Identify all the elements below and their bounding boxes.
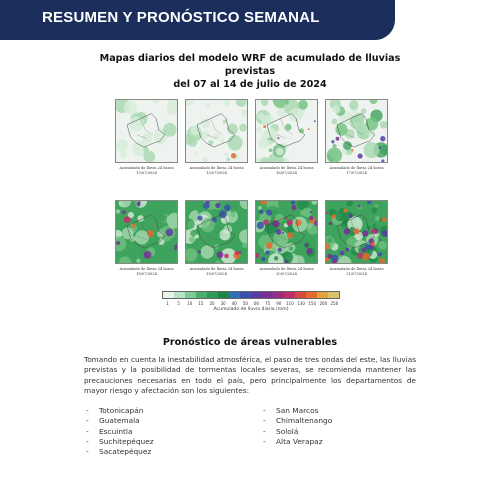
colorbar-tick-label: 10 (187, 301, 193, 306)
colorbar-label: Acumulado de lluvia diaria (mm) (213, 307, 289, 312)
department-item: - Escuintla (86, 427, 154, 437)
department-item: - Sacatepéquez (86, 447, 154, 457)
colorbar-tick-label: 90 (276, 301, 282, 306)
map-caption (115, 267, 178, 276)
map-caption (325, 166, 388, 175)
colorbar-segment (207, 292, 218, 298)
map-caption (255, 166, 318, 175)
department-item: - Suchitepéquez (86, 437, 154, 447)
rain-map-image (115, 99, 178, 163)
colorbar-tick-label: 75 (265, 301, 271, 306)
department-item: - Guatemala (86, 416, 154, 426)
colorbar-segment (317, 292, 328, 298)
map-caption-title: Acumulado de lluvia 24 horas (189, 166, 244, 170)
map-caption-title: Acumulado de lluvia 24 horas (259, 267, 314, 271)
colorbar-tick-label: 50 (242, 301, 248, 306)
rain-map-image (325, 99, 388, 163)
rain-map-6 (185, 195, 248, 276)
map-caption (115, 166, 178, 175)
colorbar-segment (174, 292, 185, 298)
vulnerable-areas-title: Pronóstico de áreas vulnerables (162, 337, 338, 348)
rain-map-4 (325, 94, 388, 175)
figure-title-line-2: del 07 al 14 de julio de 2024 (173, 79, 327, 90)
map-caption-date: 13/07/2024 (136, 170, 157, 175)
rain-map-image (255, 99, 318, 163)
map-caption-date: 18/07/2024 (136, 271, 157, 276)
colorbar-segment (328, 292, 339, 298)
colorbar-tick-label: 20 (209, 301, 215, 306)
colorbar-tick-label: 15 (198, 301, 204, 306)
rain-map-1 (115, 94, 178, 175)
departments-list-right (263, 406, 332, 447)
rain-map-2 (185, 94, 248, 175)
map-caption (185, 267, 248, 276)
rain-map-image (325, 200, 388, 264)
colorbar-tick-label: 1 (166, 301, 169, 306)
rain-map-8 (325, 195, 388, 276)
map-caption-title: Acumulado de lluvia 24 horas (189, 267, 244, 271)
rain-colorbar (162, 291, 340, 299)
rain-map-5 (115, 195, 178, 276)
departments-list-left (86, 406, 154, 457)
colorbar-segment (229, 292, 240, 298)
colorbar-segment (196, 292, 207, 298)
colorbar-tick-label: 30 (220, 301, 226, 306)
map-caption-date: 20/07/2024 (276, 271, 297, 276)
colorbar-segment (240, 292, 251, 298)
map-caption-title: Acumulado de lluvia 24 horas (329, 267, 384, 271)
header-banner (0, 0, 395, 40)
department-item: - Totonicapán (86, 406, 154, 416)
rain-map-7 (255, 195, 318, 276)
department-item: - Alta Verapaz (263, 437, 332, 447)
colorbar-segment (295, 292, 306, 298)
department-item: - Sololá (263, 427, 332, 437)
rain-map-image (185, 200, 248, 264)
colorbar-segment (218, 292, 229, 298)
map-caption-title: Acumulado de lluvia 24 horas (119, 267, 174, 271)
colorbar-tick-label: 130 (297, 301, 305, 306)
colorbar-tick-label: 5 (177, 301, 180, 306)
rain-map-3 (255, 94, 318, 175)
colorbar-tick-label: 110 (286, 301, 294, 306)
colorbar-tick-label: 40 (231, 301, 237, 306)
colorbar-segment (273, 292, 284, 298)
colorbar-tick-label: 250 (330, 301, 339, 306)
department-item: - San Marcos (263, 406, 332, 416)
colorbar-segment (185, 292, 196, 298)
colorbar-segment (262, 292, 273, 298)
map-caption-date: 13/07/2024 (206, 170, 227, 175)
colorbar-tick-label: 60 (254, 301, 260, 306)
forecast-paragraph: Tomando en cuenta la inestabilidad atmosférica, el paso de tres ondas del este, las lluvias previstas y la posibilidad de tormentas locales severas, se recomienda mantener las precauciones necesarias en todo el país, pero principalmente los departamentos de mayor riesgo y afectación son los siguientes: (84, 355, 416, 396)
map-caption-date: 21/07/2024 (346, 271, 367, 276)
colorbar-segment (284, 292, 295, 298)
colorbar-tick-label: 150 (308, 301, 317, 306)
map-caption-title: Acumulado de lluvia 24 horas (119, 166, 174, 170)
map-caption-title: Acumulado de lluvia 24 horas (329, 166, 384, 170)
colorbar-tick-label: 200 (319, 301, 328, 306)
figure-title (80, 52, 420, 91)
page-title: RESUMEN Y PRONÓSTICO SEMANAL (42, 9, 320, 26)
map-caption-date: 19/07/2024 (206, 271, 227, 276)
department-item: - Chimaltenango (263, 416, 332, 426)
map-caption (185, 166, 248, 175)
map-caption (255, 267, 318, 276)
map-caption-date: 17/07/2024 (346, 170, 367, 175)
rain-map-image (115, 200, 178, 264)
map-caption-title: Acumulado de lluvia 24 horas (259, 166, 314, 170)
colorbar-segment (251, 292, 262, 298)
rain-map-image (255, 200, 318, 264)
figure-title-line-1: Mapas diarios del modelo WRF de acumulado de lluvias previstas (99, 53, 401, 77)
map-caption (325, 267, 388, 276)
colorbar-segment (306, 292, 317, 298)
colorbar-segment (163, 292, 174, 298)
map-caption-date: 16/07/2024 (276, 170, 297, 175)
rain-map-image (185, 99, 248, 163)
